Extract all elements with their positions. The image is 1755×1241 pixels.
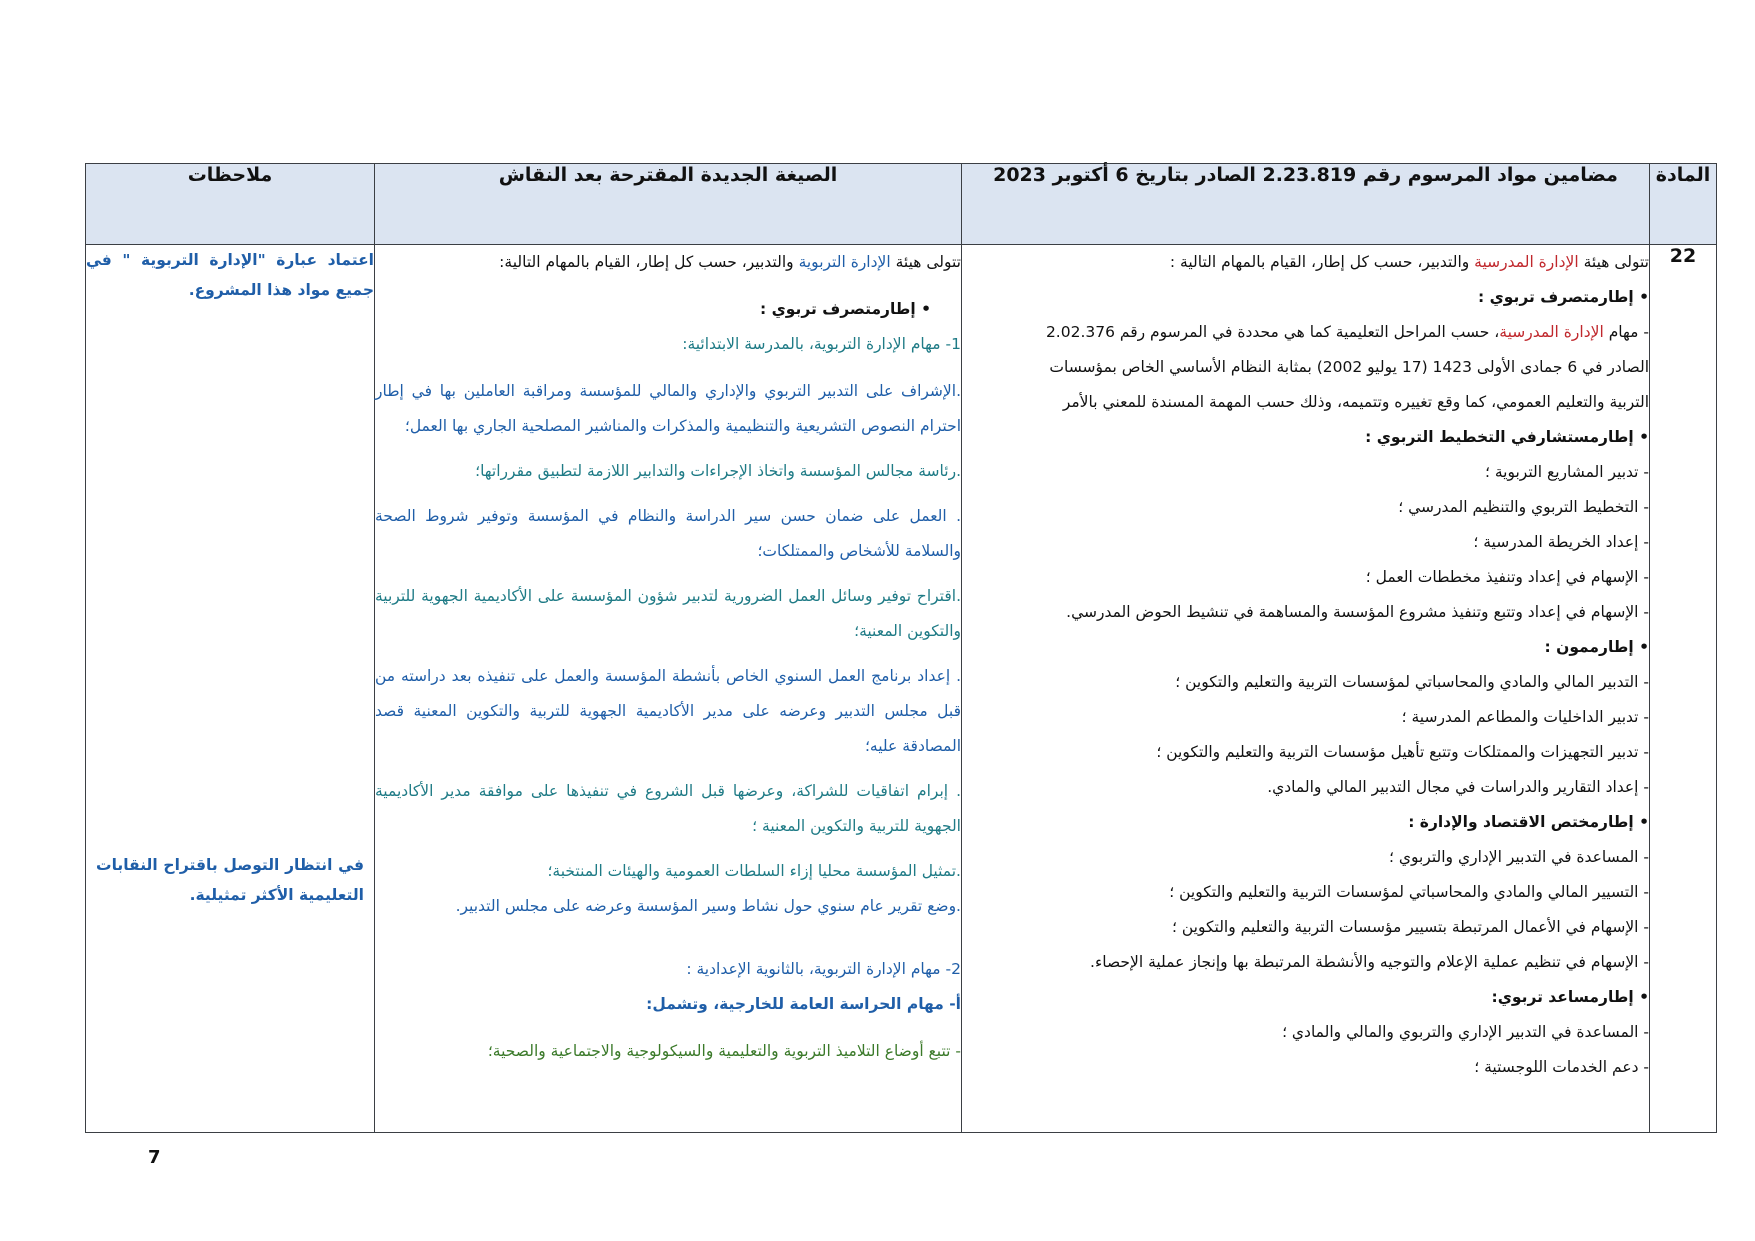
- articles-table: [85, 163, 1717, 1133]
- notes-cell: [86, 245, 375, 1133]
- page-number: 7: [148, 1147, 161, 1168]
- list-item: - الإسهام في الأعمال المرتبطة بتسيير مؤسسات التربية والتعليم والتكوين ؛: [1171, 918, 1649, 936]
- original-text-cell: [962, 245, 1650, 1133]
- original-line: الصادر في 6 جمادى الأولى 1423 (17 يوليو 2002) بمثابة النظام الأساسي الخاص بمؤسسات: [1049, 358, 1649, 376]
- list-item: - تدبير المشاريع التربوية ؛: [1484, 463, 1649, 481]
- list-item: . إبرام اتفاقيات للشراكة، وعرضها قبل الشروع في تنفيذها على موافقة مدير الأكاديمية الجهوية للتربية والتكوين المعنية ؛: [375, 782, 961, 835]
- list-item: - تدبير التجهيزات والممتلكات وتتبع تأهيل مؤسسات التربية والتعليم والتكوين ؛: [1156, 743, 1649, 761]
- list-item: .وضع تقرير عام سنوي حول نشاط وسير المؤسسة وعرضه على مجلس التدبير.: [455, 897, 961, 915]
- list-item: - الإسهام في إعداد وتتبع وتنفيذ مشروع المؤسسة والمساهمة في تنشيط الحوض المدرسي.: [1066, 603, 1649, 621]
- list-item: - التسيير المالي والمادي والمحاسباتي لمؤسسات التربية والتعليم والتكوين ؛: [1169, 883, 1649, 901]
- list-item: - الإسهام في إعداد وتنفيذ مخططات العمل ؛: [1365, 568, 1649, 586]
- table-row: [86, 245, 1717, 1133]
- list-item: .تمثيل المؤسسة محليا إزاء السلطات العمومية والهيئات المنتخبة؛: [547, 862, 961, 880]
- header-article: المادة: [1650, 164, 1717, 245]
- list-item: - الإسهام في تنظيم عملية الإعلام والتوجيه والأنشطة المرتبطة بها وإنجاز عملية الإحصاء.: [1090, 953, 1649, 971]
- list-item: - المساعدة في التدبير الإداري والتربوي والمالي والمادي ؛: [1282, 1023, 1649, 1041]
- section-title: • إطارممون :: [1544, 638, 1649, 656]
- list-item: - إعداد التقارير والدراسات في مجال التدبير المالي والمادي.: [1267, 778, 1649, 796]
- list-item: - تتبع أوضاع التلاميذ التربوية والتعليمية والسيكولوجية والاجتماعية والصحية؛: [487, 1042, 961, 1060]
- list-item: . إعداد برنامج العمل السنوي الخاص بأنشطة المؤسسة والعمل على تنفيذه بعد دراسته من قبل مجلس التدبير وعرضه على مدير الأكاديمية الجهوية للتربية والتكوين المعنية قصد المصادقة عليه؛: [375, 667, 961, 755]
- subsection-title: 2- مهام الإدارة التربوية، بالثانوية الإعدادية :: [686, 960, 961, 978]
- list-item: - تدبير الداخليات والمطاعم المدرسية ؛: [1401, 708, 1649, 726]
- note-second: في انتظار التوصل باقتراح النقابات التعليمية الأكثر تمثيلية.: [96, 856, 364, 904]
- list-item: . العمل على ضمان حسن سير الدراسة والنظام في المؤسسة وتوفير شروط الصحة والسلامة للأشخاص والممتلكات؛: [375, 507, 961, 560]
- list-item: - التخطيط التربوي والتنظيم المدرسي ؛: [1398, 498, 1649, 516]
- section-title: • إطارمتصرف تربوي :: [760, 300, 931, 318]
- section-title: • إطارمساعد تربوي:: [1491, 988, 1649, 1006]
- original-intro: تتولى هيئة الإدارة المدرسية والتدبير، حسب كل إطار، القيام بالمهام التالية :: [1169, 253, 1649, 271]
- proposed-intro: تتولى هيئة الإدارة التربوية والتدبير، حسب كل إطار، القيام بالمهام التالية:: [499, 253, 961, 271]
- list-item: - إعداد الخريطة المدرسية ؛: [1473, 533, 1649, 551]
- list-item: - المساعدة في التدبير الإداري والتربوي ؛: [1388, 848, 1649, 866]
- header-notes: ملاحظات: [86, 164, 375, 245]
- table-header-row: [86, 164, 1717, 245]
- original-line: - مهام الإدارة المدرسية، حسب المراحل التعليمية كما هي محددة في المرسوم رقم 2.02.376: [1045, 323, 1649, 341]
- section-title: • إطارمتصرف تربوي :: [1478, 288, 1649, 306]
- section-title: • إطارمختص الاقتصاد والإدارة :: [1408, 813, 1649, 831]
- note-first: اعتماد عبارة "الإدارة التربوية " في جميع مواد هذا المشروع.: [86, 251, 374, 299]
- list-item: .اقتراح توفير وسائل العمل الضرورية لتدبير شؤون المؤسسة على الأكاديمية الجهوية للتربية والتكوين المعنية؛: [375, 587, 961, 640]
- header-proposed-text: الصيغة الجديدة المقترحة بعد النقاش: [375, 164, 962, 245]
- proposed-text-cell: [375, 245, 962, 1133]
- subsection-title: أ- مهام الحراسة العامة للخارجية، وتشمل:: [646, 995, 961, 1013]
- original-line: التربية والتعليم العمومي، كما وقع تغييره وتتميمه، وذلك حسب المهمة المسندة للمعني بالأمر: [1062, 393, 1649, 411]
- list-item: - التدبير المالي والمادي والمحاسباتي لمؤسسات التربية والتعليم والتكوين ؛: [1175, 673, 1649, 691]
- article-number: 22: [1650, 245, 1717, 1133]
- list-item: .الإشراف على التدبير التربوي والإداري والمالي للمؤسسة ومراقبة العاملين بها في إطار احترام النصوص التشريعية والتنظيمية والمذكرات والمناشير المصلحية الجاري بها العمل؛: [375, 382, 961, 435]
- subsection-title: 1- مهام الإدارة التربوية، بالمدرسة الابتدائية:: [682, 335, 961, 353]
- section-title: • إطارمستشارفي التخطيط التربوي :: [1365, 428, 1649, 446]
- header-original-text: مضامين مواد المرسوم رقم 2.23.819 الصادر بتاريخ 6 أكتوبر 2023: [962, 164, 1650, 245]
- list-item: .رئاسة مجالس المؤسسة واتخاذ الإجراءات والتدابير اللازمة لتطبيق مقرراتها؛: [475, 462, 961, 480]
- list-item: - دعم الخدمات اللوجستية ؛: [1474, 1058, 1649, 1076]
